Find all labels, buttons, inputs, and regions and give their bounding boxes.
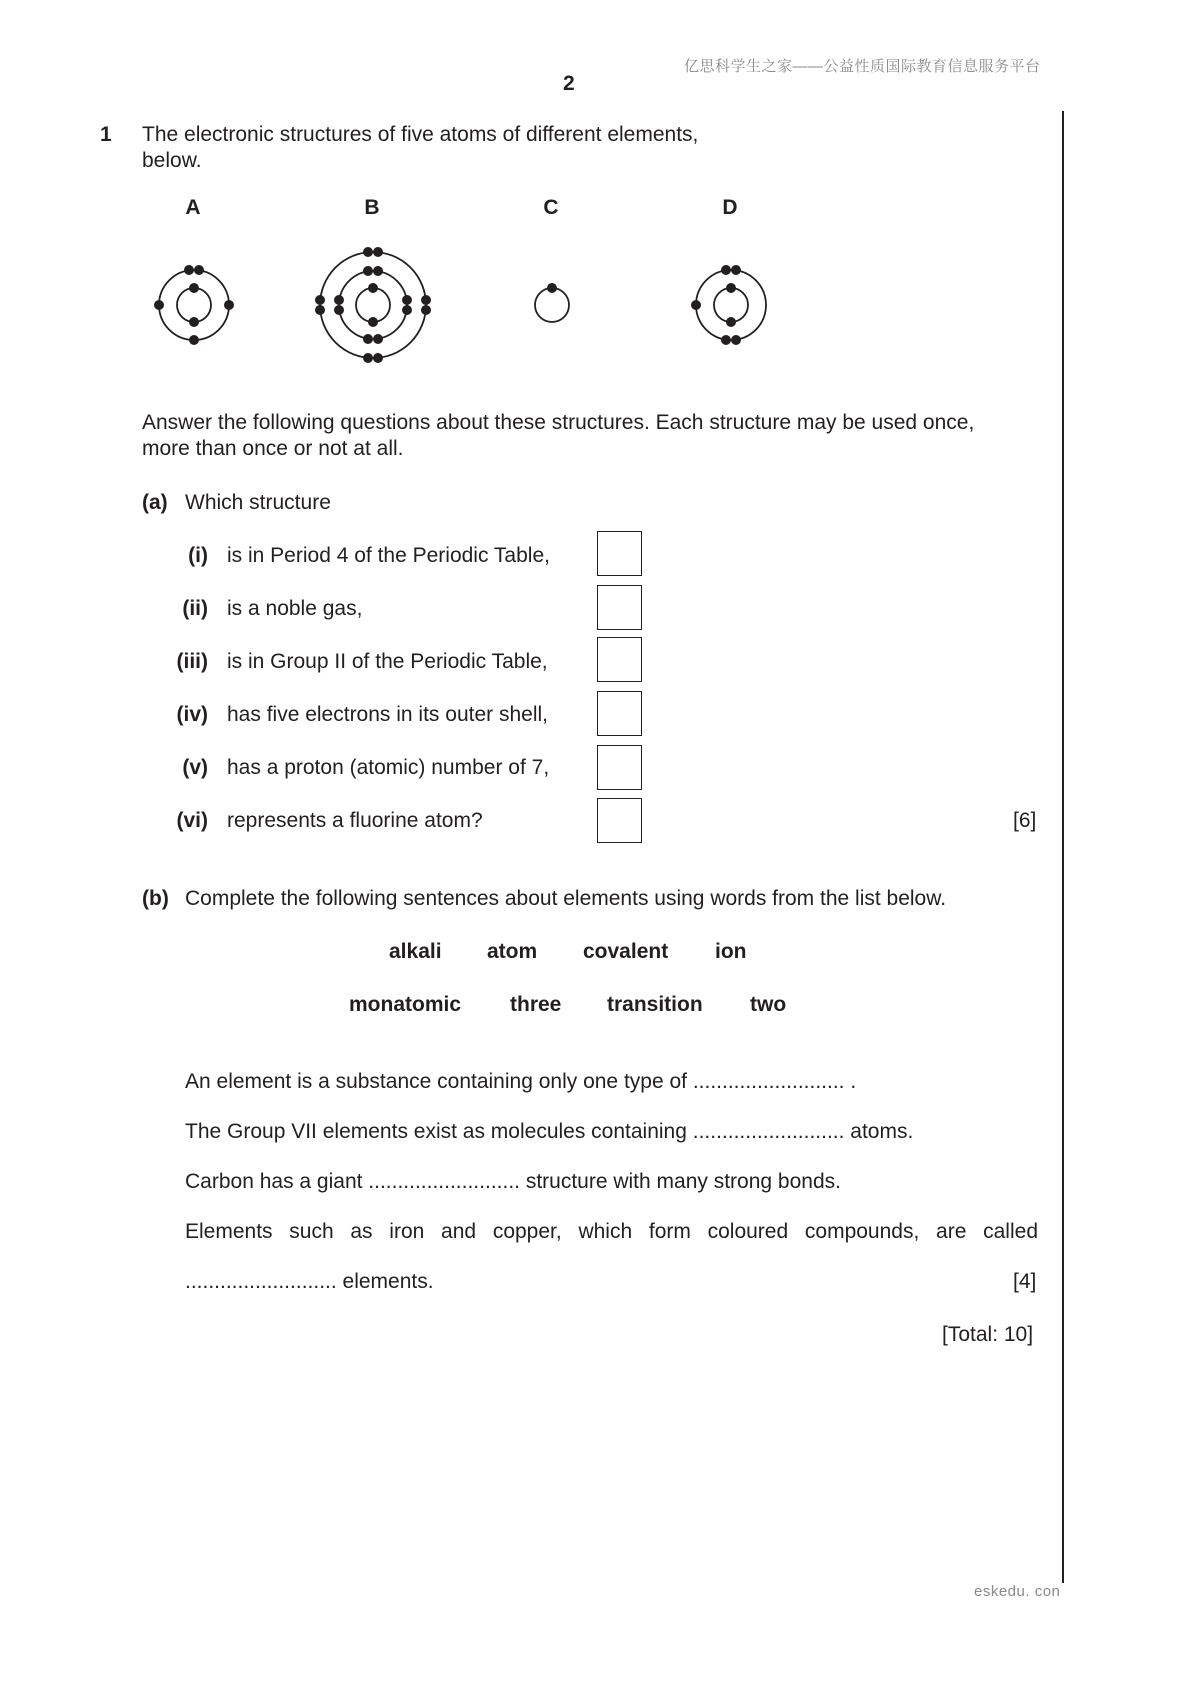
item-v-text: has a proton (atomic) number of 7,	[227, 756, 550, 779]
sentence-3: Carbon has a giant .......................... structure with many strong bonds.	[185, 1170, 841, 1193]
atom-label-d: D	[722, 196, 738, 219]
page-number: 2	[563, 72, 575, 95]
item-vi-text: represents a fluorine atom?	[227, 809, 483, 832]
item-v-number: (v)	[182, 756, 208, 779]
sentence-4: Elements such as iron and copper, which form coloured compounds, are called	[185, 1220, 1038, 1243]
item-iv-text: has five electrons in its outer shell,	[227, 703, 548, 726]
atom-b-diagram	[316, 248, 431, 363]
part-b-label: (b)	[142, 887, 169, 910]
item-i-number: (i)	[188, 544, 208, 567]
atom-d-diagram	[692, 266, 767, 345]
item-ii-text: is a noble gas,	[227, 597, 363, 620]
word-bank-item: monatomic	[349, 993, 462, 1016]
sentence-4-continued: .......................... elements.	[185, 1270, 434, 1293]
instructions-line2: more than once or not at all.	[142, 437, 404, 460]
item-iii-text: is in Group II of the Periodic Table,	[227, 650, 548, 673]
question-intro-line1: The electronic structures of five atoms of different elements,	[142, 123, 699, 146]
answer-box-ii[interactable]	[597, 585, 642, 630]
atom-structures-diagram	[140, 240, 780, 370]
atom-label-a: A	[185, 196, 201, 219]
answer-box-vi[interactable]	[597, 798, 642, 843]
question-number: 1	[100, 123, 112, 146]
word-bank-item: two	[750, 993, 787, 1016]
atom-a-diagram	[155, 266, 234, 345]
word-bank-item: ion	[715, 940, 747, 963]
word-bank-item: covalent	[583, 940, 669, 963]
item-ii-number: (ii)	[182, 597, 208, 620]
part-a-label: (a)	[142, 491, 168, 514]
part-b-stem: Complete the following sentences about elements using words from the list below.	[185, 887, 947, 910]
item-iv-number: (iv)	[176, 703, 208, 726]
atom-label-b: B	[364, 196, 380, 219]
word-bank-item: alkali	[389, 940, 442, 963]
word-bank-item: atom	[487, 940, 538, 963]
answer-box-i[interactable]	[597, 531, 642, 576]
atom-c-diagram	[535, 284, 569, 323]
part-a-stem: Which structure	[185, 491, 331, 514]
atom-label-c: C	[543, 196, 559, 219]
sentence-1: An element is a substance containing only one type of .......................... .	[185, 1070, 857, 1093]
header-watermark: 亿思科学生之家——公益性质国际教育信息服务平台	[684, 58, 1041, 75]
sentence-2: The Group VII elements exist as molecules containing .......................... atoms.	[185, 1120, 914, 1143]
instructions-line1: Answer the following questions about these structures. Each structure may be used once,	[142, 411, 975, 434]
word-bank-item: three	[510, 993, 562, 1016]
footer-watermark: eskedu. con	[974, 1583, 1061, 1600]
item-i-text: is in Period 4 of the Periodic Table,	[227, 544, 550, 567]
answer-box-iii[interactable]	[597, 637, 642, 682]
word-bank-item: transition	[607, 993, 703, 1016]
margin-rule	[1062, 111, 1064, 1583]
answer-box-v[interactable]	[597, 745, 642, 790]
part-b-marks: [4]	[1013, 1270, 1037, 1293]
answer-box-iv[interactable]	[597, 691, 642, 736]
total-marks: [Total: 10]	[942, 1323, 1034, 1346]
item-iii-number: (iii)	[176, 650, 208, 673]
part-a-marks: [6]	[1013, 809, 1037, 832]
question-intro-line2: below.	[142, 149, 202, 172]
item-vi-number: (vi)	[176, 809, 208, 832]
